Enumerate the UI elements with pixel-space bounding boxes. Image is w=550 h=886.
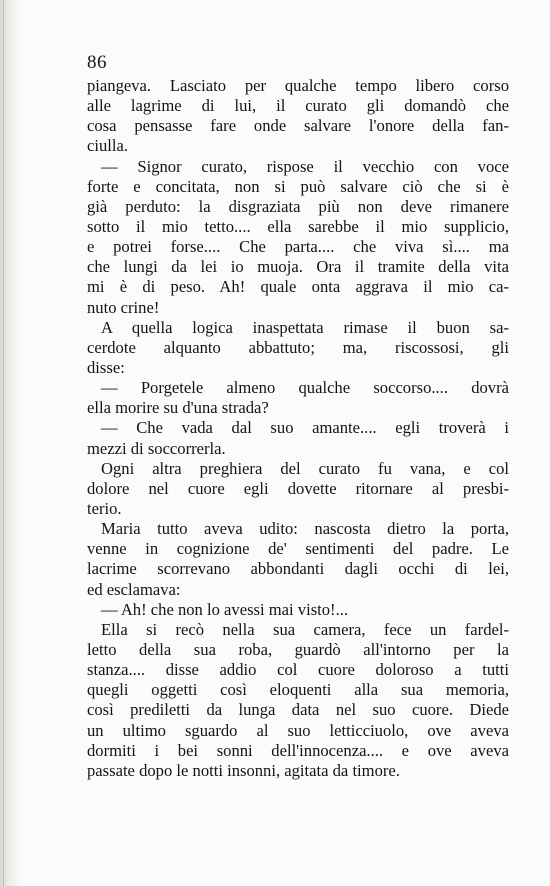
text-line: sotto il mio tetto.... ella sarebbe il mio supplicio, (87, 216, 509, 236)
text-line: quegli oggetti così eloquenti alla sua memoria, (87, 680, 509, 700)
text-line: A quella logica inaspettata rimase il buon sa- (101, 317, 509, 337)
text-line: nuto crine! (87, 297, 160, 317)
paragraph (87, 459, 509, 519)
text-line: mi è di peso. Ah! quale onta aggrava il mio ca- (87, 277, 509, 297)
body-text (87, 76, 509, 781)
text-line: mezzi di soccorrerla. (87, 438, 226, 458)
text-line: — Porgetele almeno qualche soccorso.... dovrà (101, 378, 509, 398)
text-line: cosa pensasse fare onde salvare l'onore della fan- (87, 116, 509, 136)
text-line: disse: (87, 357, 125, 377)
text-line: venne in cognizione de' sentimenti del padre. Le (87, 539, 509, 559)
text-line: così prediletti da lunga data nel suo cuore. Diede (87, 700, 509, 720)
paragraph (87, 620, 509, 781)
text-line: letto della sua roba, guardò all'intorno per la (87, 639, 509, 659)
paragraph (87, 318, 509, 378)
text-line: che lungi da lei io muoja. Ora il tramite della vita (87, 257, 509, 277)
page-number: 86 (87, 52, 107, 73)
paragraph (87, 418, 509, 458)
paragraph (87, 157, 509, 318)
paragraph (87, 519, 509, 600)
text-line: cerdote alquanto abbattuto; ma, riscossosi, gli (87, 337, 509, 357)
text-line: alle lagrime di lui, il curato gli domandò che (87, 96, 509, 116)
text-line: un ultimo sguardo al suo letticciuolo, ove aveva (87, 720, 509, 740)
page-edge-line (3, 0, 4, 886)
text-line: e potrei forse.... Che parta.... che viva sì.... ma (87, 237, 509, 257)
text-line: ed esclamava: (87, 579, 181, 599)
paragraph (87, 600, 509, 620)
text-line: dolore nel cuore egli dovette ritornare al presbi- (87, 478, 509, 498)
text-line: lacrime scorrevano abbondanti dagli occhi di lei, (87, 559, 509, 579)
paragraph (87, 378, 509, 418)
text-line: — Signor curato, rispose il vecchio con voce (101, 156, 509, 176)
text-line: terio. (87, 498, 122, 518)
text-line: dormiti i bei sonni dell'innocenza.... e ove aveva (87, 740, 509, 760)
text-line: — Che vada dal suo amante.... egli troverà i (101, 418, 509, 438)
text-line: ciulla. (87, 136, 129, 156)
text-line: stanza.... disse addio col cuore doloroso a tutti (87, 660, 509, 680)
text-line: Ella si recò nella sua camera, fece un fardel- (101, 619, 509, 639)
text-line: — Ah! che non lo avessi mai visto!... (101, 599, 349, 619)
text-line: Maria tutto aveva udito: nascosta dietro la porta, (101, 519, 509, 539)
text-line: forte e concitata, non si può salvare ciò che si è (87, 176, 509, 196)
text-line: piangeva. Lasciato per qualche tempo libero corso (87, 76, 509, 95)
paragraph (87, 76, 509, 157)
text-line: Ogni altra preghiera del curato fu vana, e col (101, 458, 509, 478)
text-line: passate dopo le notti insonni, agitata da timore. (87, 760, 400, 780)
text-line: ella morire su d'una strada? (87, 398, 269, 418)
text-line: già perduto: la disgraziata più non deve rimanere (87, 196, 509, 216)
